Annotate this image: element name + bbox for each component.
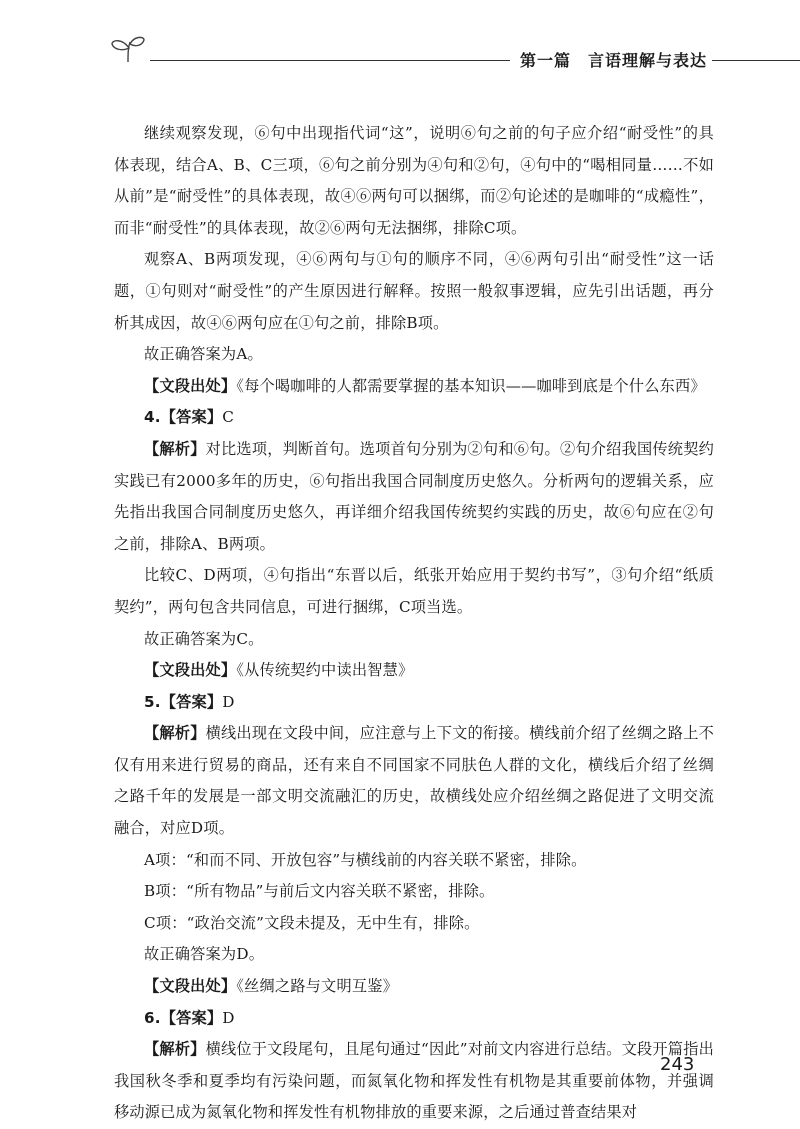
bold-label: 【文段出处】	[144, 376, 237, 395]
bold-label: 【文段出处】	[144, 661, 237, 680]
paragraph-text: D	[222, 692, 235, 711]
paragraph	[114, 434, 714, 560]
paragraph-text: 比较C、D两项，④句指出“东晋以后，纸张开始应用于契约书写”，③句介绍“纸质契约”，两句包含共同信息，可进行捆绑，C项当选。	[114, 566, 714, 616]
paragraph	[114, 118, 714, 244]
paragraph	[114, 876, 714, 908]
paragraph-text: D	[222, 1008, 235, 1027]
bold-label: 【解析】	[144, 439, 206, 458]
paragraph-text: 继续观察发现，⑥句中出现指代词“这”，说明⑥句之前的句子应介绍“耐受性”的具体表现，结合A、B、C三项，⑥句之前分别为④句和②句，④句中的“喝相同量……不如从前”是“耐受性”的具体表现，故④⑥两句可以捆绑，而②句论述的是咖啡的“成瘾性”，而非“耐受性”的具体表现，故②⑥两句无法捆绑，排除C项。	[114, 124, 714, 237]
bold-label: 6.【答案】	[144, 1008, 223, 1027]
paragraph	[114, 1034, 714, 1129]
paragraph-text: 《丝绸之路与文明互鉴》	[236, 977, 398, 996]
paragraph	[114, 845, 714, 877]
paragraph	[114, 939, 714, 971]
paragraph	[114, 1003, 714, 1035]
paragraph-text: 对比选项，判断首句。选项首句分别为②句和⑥句。②句介绍我国传统契约实践已有2000多年的历史，⑥句指出我国合同制度历史悠久。分析两句的逻辑关系，应先指出我国合同制度历史悠久，再详细介绍我国传统契约实践的历史，故⑥句应在②句之前，排除A、B两项。	[114, 439, 714, 553]
paragraph-text: B项：“所有物品”与前后文内容关联不紧密，排除。	[144, 882, 495, 901]
paragraph-text: 观察A、B两项发现，④⑥两句与①句的顺序不同，④⑥两句引出“耐受性”这一话题，①句则对“耐受性”的产生原因进行解释。按照一般叙事逻辑，应先引出话题，再分析其成因，故④⑥两句应在①句之前，排除B项。	[114, 250, 714, 332]
paragraph	[114, 655, 714, 687]
paragraph-text: 故正确答案为A。	[144, 345, 263, 364]
paragraph	[114, 687, 714, 719]
page-number: 243	[660, 1054, 695, 1075]
paragraph	[114, 908, 714, 940]
answer-explanation-body	[114, 118, 714, 1129]
paragraph	[114, 624, 714, 656]
paragraph	[114, 244, 714, 339]
paragraph	[114, 718, 714, 844]
paragraph-text: 《从传统契约中读出智慧》	[236, 661, 414, 680]
bold-label: 5.【答案】	[144, 692, 223, 711]
bold-label: 4.【答案】	[144, 408, 223, 427]
paragraph-text: 《每个喝咖啡的人都需要掌握的基本知识——咖啡到底是个什么东西》	[236, 376, 706, 395]
paragraph-text: A项：“和而不同、开放包容”与横线前的内容关联不紧密，排除。	[144, 850, 587, 869]
paragraph-text: C项：“政治交流”文段未提及，无中生有，排除。	[144, 913, 480, 932]
paragraph-text: 横线位于文段尾句，且尾句通过“因此”对前文内容进行总结。文段开篇指出我国秋冬季和夏季均有污染问题，而氮氧化物和挥发性有机物是其重要前体物，并强调移动源已成为氮氧化物和挥发性有机物排放的重要来源，之后通过普查结果对	[114, 1040, 714, 1122]
paragraph-text: C	[222, 408, 235, 427]
paragraph	[114, 560, 714, 623]
paragraph-text: 横线出现在文段中间，应注意与上下文的衔接。横线前介绍了丝绸之路上不仅有用来进行贸易的商品，还有来自不同国家不同肤色人群的文化，横线后介绍了丝绸之路千年的发展是一部文明交流融汇的历史，故横线处应介绍丝绸之路促进了文明交流融合，对应D项。	[114, 724, 714, 838]
bold-label: 【文段出处】	[144, 977, 237, 996]
bold-label: 【解析】	[144, 1040, 206, 1059]
paragraph	[114, 371, 714, 403]
paragraph-text: 故正确答案为D。	[144, 945, 265, 964]
paragraph	[114, 971, 714, 1003]
bold-label: 【解析】	[144, 724, 206, 743]
running-header	[0, 0, 800, 80]
paragraph	[114, 339, 714, 371]
paragraph-text: 故正确答案为C。	[144, 629, 264, 648]
header-rule-right	[712, 60, 800, 61]
paragraph	[114, 402, 714, 434]
header-rule-left	[150, 60, 510, 61]
sprout-icon	[108, 34, 148, 64]
section-title: 第一篇 言语理解与表达	[520, 51, 708, 70]
